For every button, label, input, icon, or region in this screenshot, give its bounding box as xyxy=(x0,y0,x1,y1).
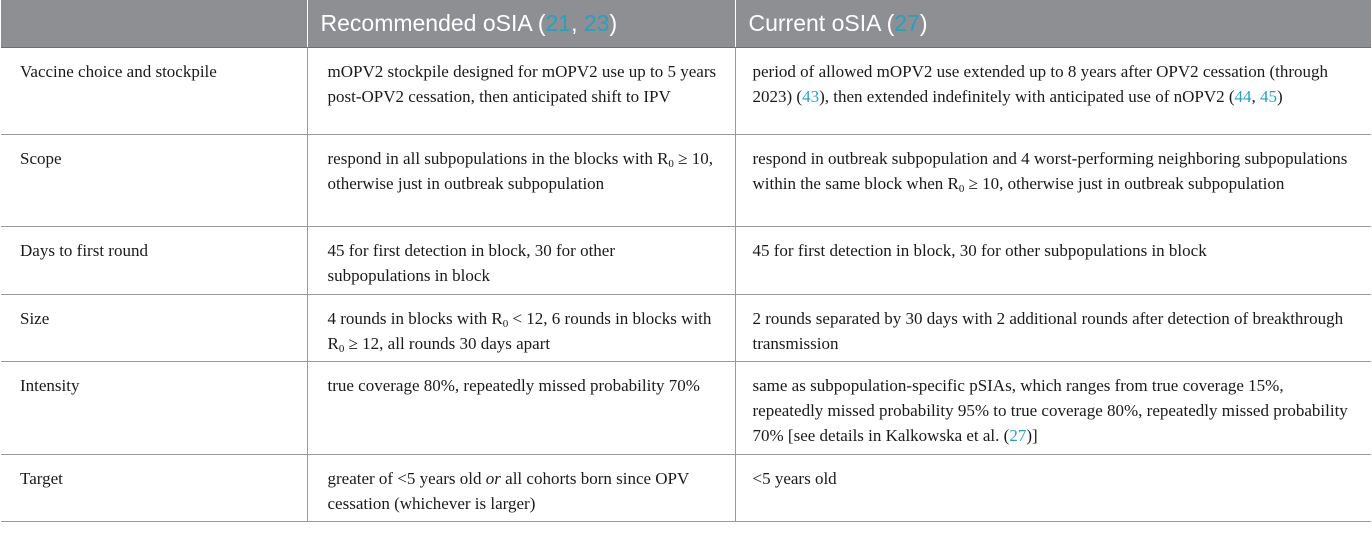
current-cell: same as subpopulation-specific pSIAs, which ranges from true coverage 15%, repeatedly missed probability 95% to true coverage 80%, repeatedly missed probability 70% [see details in Kalkowska et al. (27)] xyxy=(735,362,1371,455)
table-row xyxy=(1,48,1371,135)
row-label: Intensity xyxy=(1,362,307,455)
table-row xyxy=(1,295,1371,362)
recommended-cell: 4 rounds in blocks with $R_0 < 12$, 6 rounds in blocks with $R_0 \ge 12$, all rounds 30 days apart xyxy=(307,295,735,362)
row-label: Days to first round xyxy=(1,227,307,295)
current-cell: 45 for first detection in block, 30 for other subpopulations in block xyxy=(735,227,1371,295)
ref-link[interactable]: 27 xyxy=(1009,426,1027,445)
current-cell: respond in outbreak subpopulation and 4 worst-performing neighboring subpopulations within the same block when $R_0 \ge 10$, otherwise just in outbreak subpopulation xyxy=(735,135,1371,227)
recommended-cell: respond in all subpopulations in the blocks with $R_0 \ge 10$, otherwise just in outbreak subpopulation xyxy=(307,135,735,227)
table-row xyxy=(1,227,1371,295)
ref-link[interactable]: 45 xyxy=(1260,87,1278,106)
ref-link[interactable]: 21 xyxy=(545,10,572,36)
header-current-osia: Current oSIA (27) xyxy=(735,0,1371,48)
ref-link[interactable]: 43 xyxy=(802,87,820,106)
ref-link[interactable]: 27 xyxy=(894,10,920,36)
header-recommended-osia: Recommended oSIA (21, 23) xyxy=(307,0,735,48)
current-cell: 2 rounds separated by 30 days with 2 additional rounds after detection of breakthrough transmission xyxy=(735,295,1371,362)
table-row xyxy=(1,135,1371,227)
recommended-cell: 45 for first detection in block, 30 for other subpopulations in block xyxy=(307,227,735,295)
header-row xyxy=(1,0,1371,48)
ref-link[interactable]: 44 xyxy=(1234,87,1252,106)
row-label: Scope xyxy=(1,135,307,227)
ref-link[interactable]: 23 xyxy=(583,10,610,36)
table-row xyxy=(1,455,1371,522)
table-row xyxy=(1,362,1371,455)
row-label: Vaccine choice and stockpile xyxy=(1,48,307,135)
row-label: Target xyxy=(1,455,307,522)
current-cell: period of allowed mOPV2 use extended up to 8 years after OPV2 cessation (through 2023) (43), then extended indefinitely with anticipated use of nOPV2 (44, 45) xyxy=(735,48,1371,135)
row-label: Size xyxy=(1,295,307,362)
recommended-cell: greater of <5 years old or all cohorts born since OPV cessation (whichever is larger) xyxy=(307,455,735,522)
recommended-cell: true coverage 80%, repeatedly missed probability 70% xyxy=(307,362,735,455)
recommended-cell: mOPV2 stockpile designed for mOPV2 use up to 5 years post-OPV2 cessation, then anticipated shift to IPV xyxy=(307,48,735,135)
header-empty-cell xyxy=(1,0,307,48)
current-cell: <5 years old xyxy=(735,455,1371,522)
osia-comparison-table xyxy=(1,0,1371,522)
